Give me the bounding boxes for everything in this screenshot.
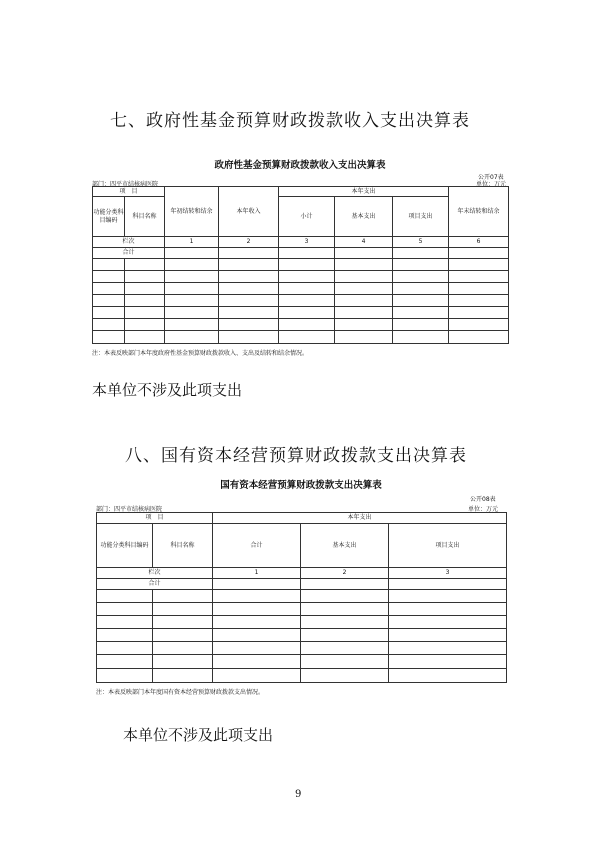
table-row (97, 590, 507, 603)
header-basic: 基本支出 (335, 197, 393, 237)
section7-note: 注：本表反映部门本年度政府性基金预算财政拨款收入、支出及结转和结余情况。 (92, 350, 309, 357)
col-label: 栏次 (97, 568, 213, 579)
table-row (93, 307, 509, 319)
header-project: 项目支出 (393, 197, 449, 237)
header-item: 项 目 (93, 187, 165, 197)
col-number: 1 (213, 568, 301, 579)
col-label: 栏次 (93, 237, 165, 248)
col-number: 1 (165, 237, 219, 248)
section8-form-no: 公开08表 (470, 496, 496, 503)
table-row (97, 655, 507, 669)
table-row (93, 271, 509, 283)
table-row (97, 616, 507, 629)
table-row (97, 642, 507, 655)
table-row (97, 669, 507, 683)
header-current-year-expense: 本年支出 (279, 187, 449, 197)
header-func-code: 功能分类科目编码 (93, 197, 125, 237)
table-row (93, 283, 509, 295)
header-basic: 基本支出 (301, 524, 389, 568)
col-number: 5 (393, 237, 449, 248)
col-number: 6 (449, 237, 509, 248)
col-number: 2 (219, 237, 279, 248)
table-row (93, 259, 509, 271)
header-subtotal: 小计 (279, 197, 335, 237)
header-end-balance: 年末结转和结余 (449, 187, 509, 237)
col-number: 3 (279, 237, 335, 248)
section8-table (96, 512, 507, 683)
header-begin-balance: 年初结转和结余 (165, 187, 219, 237)
section7-heading: 七、政府性基金预算财政拨款收入支出决算表 (110, 111, 470, 131)
col-number: 2 (301, 568, 389, 579)
section7-unit: 单位：万元 (476, 181, 507, 188)
header-current-income: 本年收入 (219, 187, 279, 237)
section7-not-applicable: 本单位不涉及此项支出 (92, 381, 243, 399)
section8-not-applicable: 本单位不涉及此项支出 (123, 726, 274, 744)
header-subject-name: 科目名称 (153, 524, 213, 568)
table-row (93, 331, 509, 344)
header-subject-name: 科目名称 (125, 197, 165, 237)
section7-table (92, 186, 509, 344)
table-row (97, 629, 507, 642)
section7-table-title: 政府性基金预算财政拨款收入支出决算表 (214, 160, 386, 171)
header-current-year-expense: 本年支出 (213, 513, 507, 524)
col-number: 4 (335, 237, 393, 248)
table-row (93, 295, 509, 307)
total-label: 合计 (93, 248, 165, 259)
section8-heading: 八、国有资本经营预算财政拨款支出决算表 (125, 446, 467, 466)
section7-form-no: 公开07表 (478, 174, 504, 181)
section7-dept: 部门：四平市结核病医院 (92, 181, 159, 188)
col-number: 3 (389, 568, 507, 579)
table-row (97, 603, 507, 616)
section8-note: 注：本表反映部门本年度国有资本经营预算财政拨款支出情况。 (96, 689, 265, 696)
header-total: 合计 (213, 524, 301, 568)
page-number: 9 (295, 789, 302, 800)
section8-unit: 单位：万元 (468, 506, 499, 513)
section8-table-title: 国有资本经营预算财政拨款支出决算表 (220, 480, 382, 491)
section8-dept: 部门：四平市结核病医院 (96, 506, 163, 513)
total-label: 合计 (97, 579, 213, 590)
header-func-code: 功能分类科目编码 (97, 524, 153, 568)
header-item: 项 目 (97, 513, 213, 524)
table-row (93, 319, 509, 331)
header-project: 项目支出 (389, 524, 507, 568)
